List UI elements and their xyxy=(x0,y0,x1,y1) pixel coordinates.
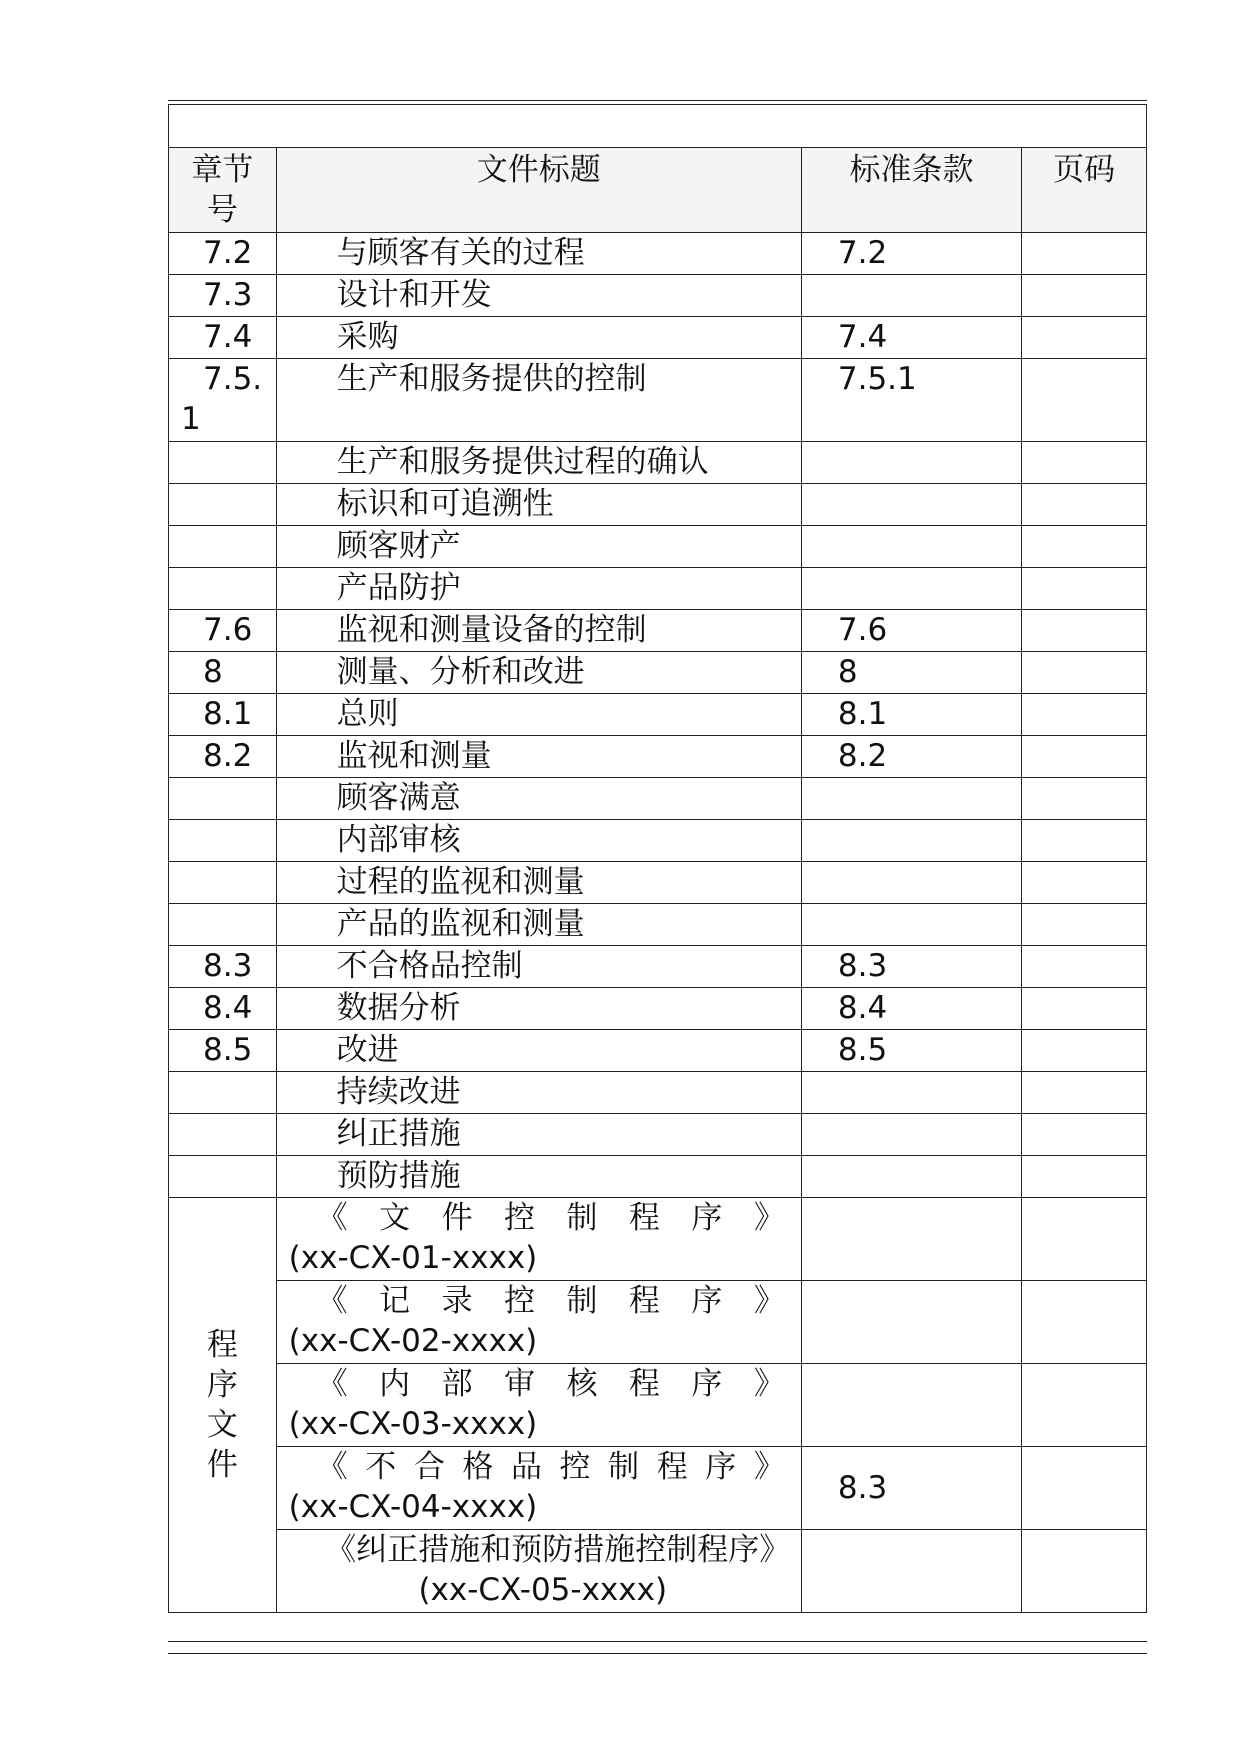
procedure-code: (xx-CX-03-xxxx) xyxy=(288,1406,538,1442)
document-index-table xyxy=(168,104,1147,1613)
title-cell: 与顾客有关的过程 xyxy=(276,233,801,275)
standard-cell xyxy=(801,820,1021,862)
procedure-title-cell xyxy=(276,1447,801,1530)
table-top-rule xyxy=(168,100,1147,101)
procedure-standard-cell: 8.3 xyxy=(801,1447,1021,1530)
table-row xyxy=(169,484,1147,526)
header-row xyxy=(169,148,1147,233)
procedure-title-cell xyxy=(276,1364,801,1447)
title-cell: 纠正措施 xyxy=(276,1114,801,1156)
chapter-cell xyxy=(169,568,277,610)
standard-cell xyxy=(801,1114,1021,1156)
header-standard: 标准条款 xyxy=(801,148,1021,233)
procedure-code: (xx-CX-04-xxxx) xyxy=(288,1489,538,1525)
page-cell xyxy=(1022,568,1147,610)
standard-cell xyxy=(801,526,1021,568)
standard-cell: 7.2 xyxy=(801,233,1021,275)
page-cell xyxy=(1022,988,1147,1030)
title-cell: 测量、分析和改进 xyxy=(276,652,801,694)
table-row xyxy=(169,1156,1147,1198)
procedure-page-cell xyxy=(1022,1364,1147,1447)
standard-cell: 8.4 xyxy=(801,988,1021,1030)
chapter-cell xyxy=(169,1072,277,1114)
table-row xyxy=(169,694,1147,736)
table-row xyxy=(169,275,1147,317)
chapter-cell: 8.3 xyxy=(169,946,277,988)
chapter-cell: 7.5.1 xyxy=(169,359,277,442)
table-row xyxy=(169,1030,1147,1072)
page-cell xyxy=(1022,862,1147,904)
procedure-row xyxy=(169,1530,1147,1613)
table-row xyxy=(169,1072,1147,1114)
standard-cell xyxy=(801,778,1021,820)
header-title: 文件标题 xyxy=(276,148,801,233)
chapter-cell xyxy=(169,1156,277,1198)
chapter-cell: 7.2 xyxy=(169,233,277,275)
page-cell xyxy=(1022,442,1147,484)
procedure-label: 程序文件 xyxy=(206,1327,238,1483)
procedure-name: 《 记 录 控 制 程 序 》 xyxy=(316,1283,785,1319)
chapter-cell xyxy=(169,484,277,526)
table-row xyxy=(169,736,1147,778)
header-page: 页码 xyxy=(1022,148,1147,233)
chapter-cell: 8.1 xyxy=(169,694,277,736)
procedure-standard-cell xyxy=(801,1530,1021,1613)
table-row xyxy=(169,778,1147,820)
page-cell xyxy=(1022,946,1147,988)
page-cell xyxy=(1022,275,1147,317)
standard-cell xyxy=(801,1072,1021,1114)
chapter-cell xyxy=(169,442,277,484)
title-cell: 内部审核 xyxy=(276,820,801,862)
procedure-page-cell xyxy=(1022,1281,1147,1364)
title-cell: 不合格品控制 xyxy=(276,946,801,988)
page-cell xyxy=(1022,526,1147,568)
procedure-code: (xx-CX-02-xxxx) xyxy=(288,1323,538,1359)
title-cell: 总则 xyxy=(276,694,801,736)
procedure-row xyxy=(169,1364,1147,1447)
table-row xyxy=(169,1114,1147,1156)
standard-cell: 8.2 xyxy=(801,736,1021,778)
table-row xyxy=(169,652,1147,694)
page-cell xyxy=(1022,820,1147,862)
header-chapter: 章节号 xyxy=(169,148,277,233)
procedure-standard-cell xyxy=(801,1364,1021,1447)
page-cell xyxy=(1022,610,1147,652)
procedure-title-cell xyxy=(276,1530,801,1613)
standard-cell: 7.4 xyxy=(801,317,1021,359)
title-cell: 持续改进 xyxy=(276,1072,801,1114)
procedure-page-cell xyxy=(1022,1447,1147,1530)
blank-top-row xyxy=(169,105,1147,148)
table-footer-rule xyxy=(168,1641,1147,1654)
title-cell: 生产和服务提供过程的确认 xyxy=(276,442,801,484)
procedure-standard-cell xyxy=(801,1281,1021,1364)
chapter-cell xyxy=(169,820,277,862)
chapter-cell xyxy=(169,862,277,904)
page-cell xyxy=(1022,736,1147,778)
table-row xyxy=(169,610,1147,652)
title-cell: 改进 xyxy=(276,1030,801,1072)
standard-cell: 7.5.1 xyxy=(801,359,1021,442)
standard-cell xyxy=(801,484,1021,526)
title-cell: 产品防护 xyxy=(276,568,801,610)
standard-cell xyxy=(801,275,1021,317)
table-row xyxy=(169,946,1147,988)
table-row xyxy=(169,526,1147,568)
standard-cell xyxy=(801,904,1021,946)
table-row xyxy=(169,442,1147,484)
page-cell xyxy=(1022,1072,1147,1114)
title-cell: 生产和服务提供的控制 xyxy=(276,359,801,442)
table-row xyxy=(169,862,1147,904)
procedure-page-cell xyxy=(1022,1198,1147,1281)
standard-cell: 8 xyxy=(801,652,1021,694)
chapter-cell: 8.4 xyxy=(169,988,277,1030)
procedure-label-cell xyxy=(169,1198,277,1613)
chapter-cell: 8.5 xyxy=(169,1030,277,1072)
procedure-row xyxy=(169,1198,1147,1281)
page-cell xyxy=(1022,359,1147,442)
chapter-cell: 8.2 xyxy=(169,736,277,778)
standard-cell: 8.1 xyxy=(801,694,1021,736)
chapter-cell: 8 xyxy=(169,652,277,694)
standard-cell xyxy=(801,1156,1021,1198)
procedure-name: 《 文 件 控 制 程 序 》 xyxy=(316,1200,785,1236)
procedure-title-cell xyxy=(276,1281,801,1364)
standard-cell: 7.6 xyxy=(801,610,1021,652)
standard-cell: 8.3 xyxy=(801,946,1021,988)
title-cell: 顾客满意 xyxy=(276,778,801,820)
table-row xyxy=(169,359,1147,442)
table-row xyxy=(169,233,1147,275)
table-row xyxy=(169,988,1147,1030)
title-cell: 产品的监视和测量 xyxy=(276,904,801,946)
table-row xyxy=(169,317,1147,359)
standard-cell xyxy=(801,862,1021,904)
procedure-standard-cell xyxy=(801,1198,1021,1281)
page-cell xyxy=(1022,1156,1147,1198)
page-cell xyxy=(1022,652,1147,694)
page-cell xyxy=(1022,778,1147,820)
title-cell: 标识和可追溯性 xyxy=(276,484,801,526)
page-cell xyxy=(1022,1030,1147,1072)
procedure-name: 《纠正措施和预防措施控制程序》 xyxy=(325,1532,791,1568)
title-cell: 监视和测量 xyxy=(276,736,801,778)
procedure-code: (xx-CX-05-xxxx) xyxy=(418,1572,668,1608)
standard-cell xyxy=(801,442,1021,484)
page-cell xyxy=(1022,904,1147,946)
title-cell: 顾客财产 xyxy=(276,526,801,568)
procedure-title-cell xyxy=(276,1198,801,1281)
page-cell xyxy=(1022,233,1147,275)
title-cell: 过程的监视和测量 xyxy=(276,862,801,904)
title-cell: 采购 xyxy=(276,317,801,359)
chapter-cell: 7.6 xyxy=(169,610,277,652)
table-row xyxy=(169,904,1147,946)
title-cell: 监视和测量设备的控制 xyxy=(276,610,801,652)
chapter-cell xyxy=(169,526,277,568)
standard-cell xyxy=(801,568,1021,610)
procedure-name: 《 不 合 格 品 控 制 程 序 》 xyxy=(316,1449,785,1485)
title-cell: 设计和开发 xyxy=(276,275,801,317)
title-cell: 数据分析 xyxy=(276,988,801,1030)
table-row xyxy=(169,820,1147,862)
standard-cell: 8.5 xyxy=(801,1030,1021,1072)
page-cell xyxy=(1022,484,1147,526)
page-cell xyxy=(1022,317,1147,359)
chapter-cell: 7.3 xyxy=(169,275,277,317)
procedure-row xyxy=(169,1447,1147,1530)
chapter-cell: 7.4 xyxy=(169,317,277,359)
chapter-cell xyxy=(169,904,277,946)
chapter-cell xyxy=(169,778,277,820)
procedure-name: 《 内 部 审 核 程 序 》 xyxy=(316,1366,785,1402)
procedure-page-cell xyxy=(1022,1530,1147,1613)
table-row xyxy=(169,568,1147,610)
page-cell xyxy=(1022,1114,1147,1156)
procedure-row xyxy=(169,1281,1147,1364)
page-cell xyxy=(1022,694,1147,736)
title-cell: 预防措施 xyxy=(276,1156,801,1198)
procedure-code: (xx-CX-01-xxxx) xyxy=(288,1240,538,1276)
chapter-cell xyxy=(169,1114,277,1156)
